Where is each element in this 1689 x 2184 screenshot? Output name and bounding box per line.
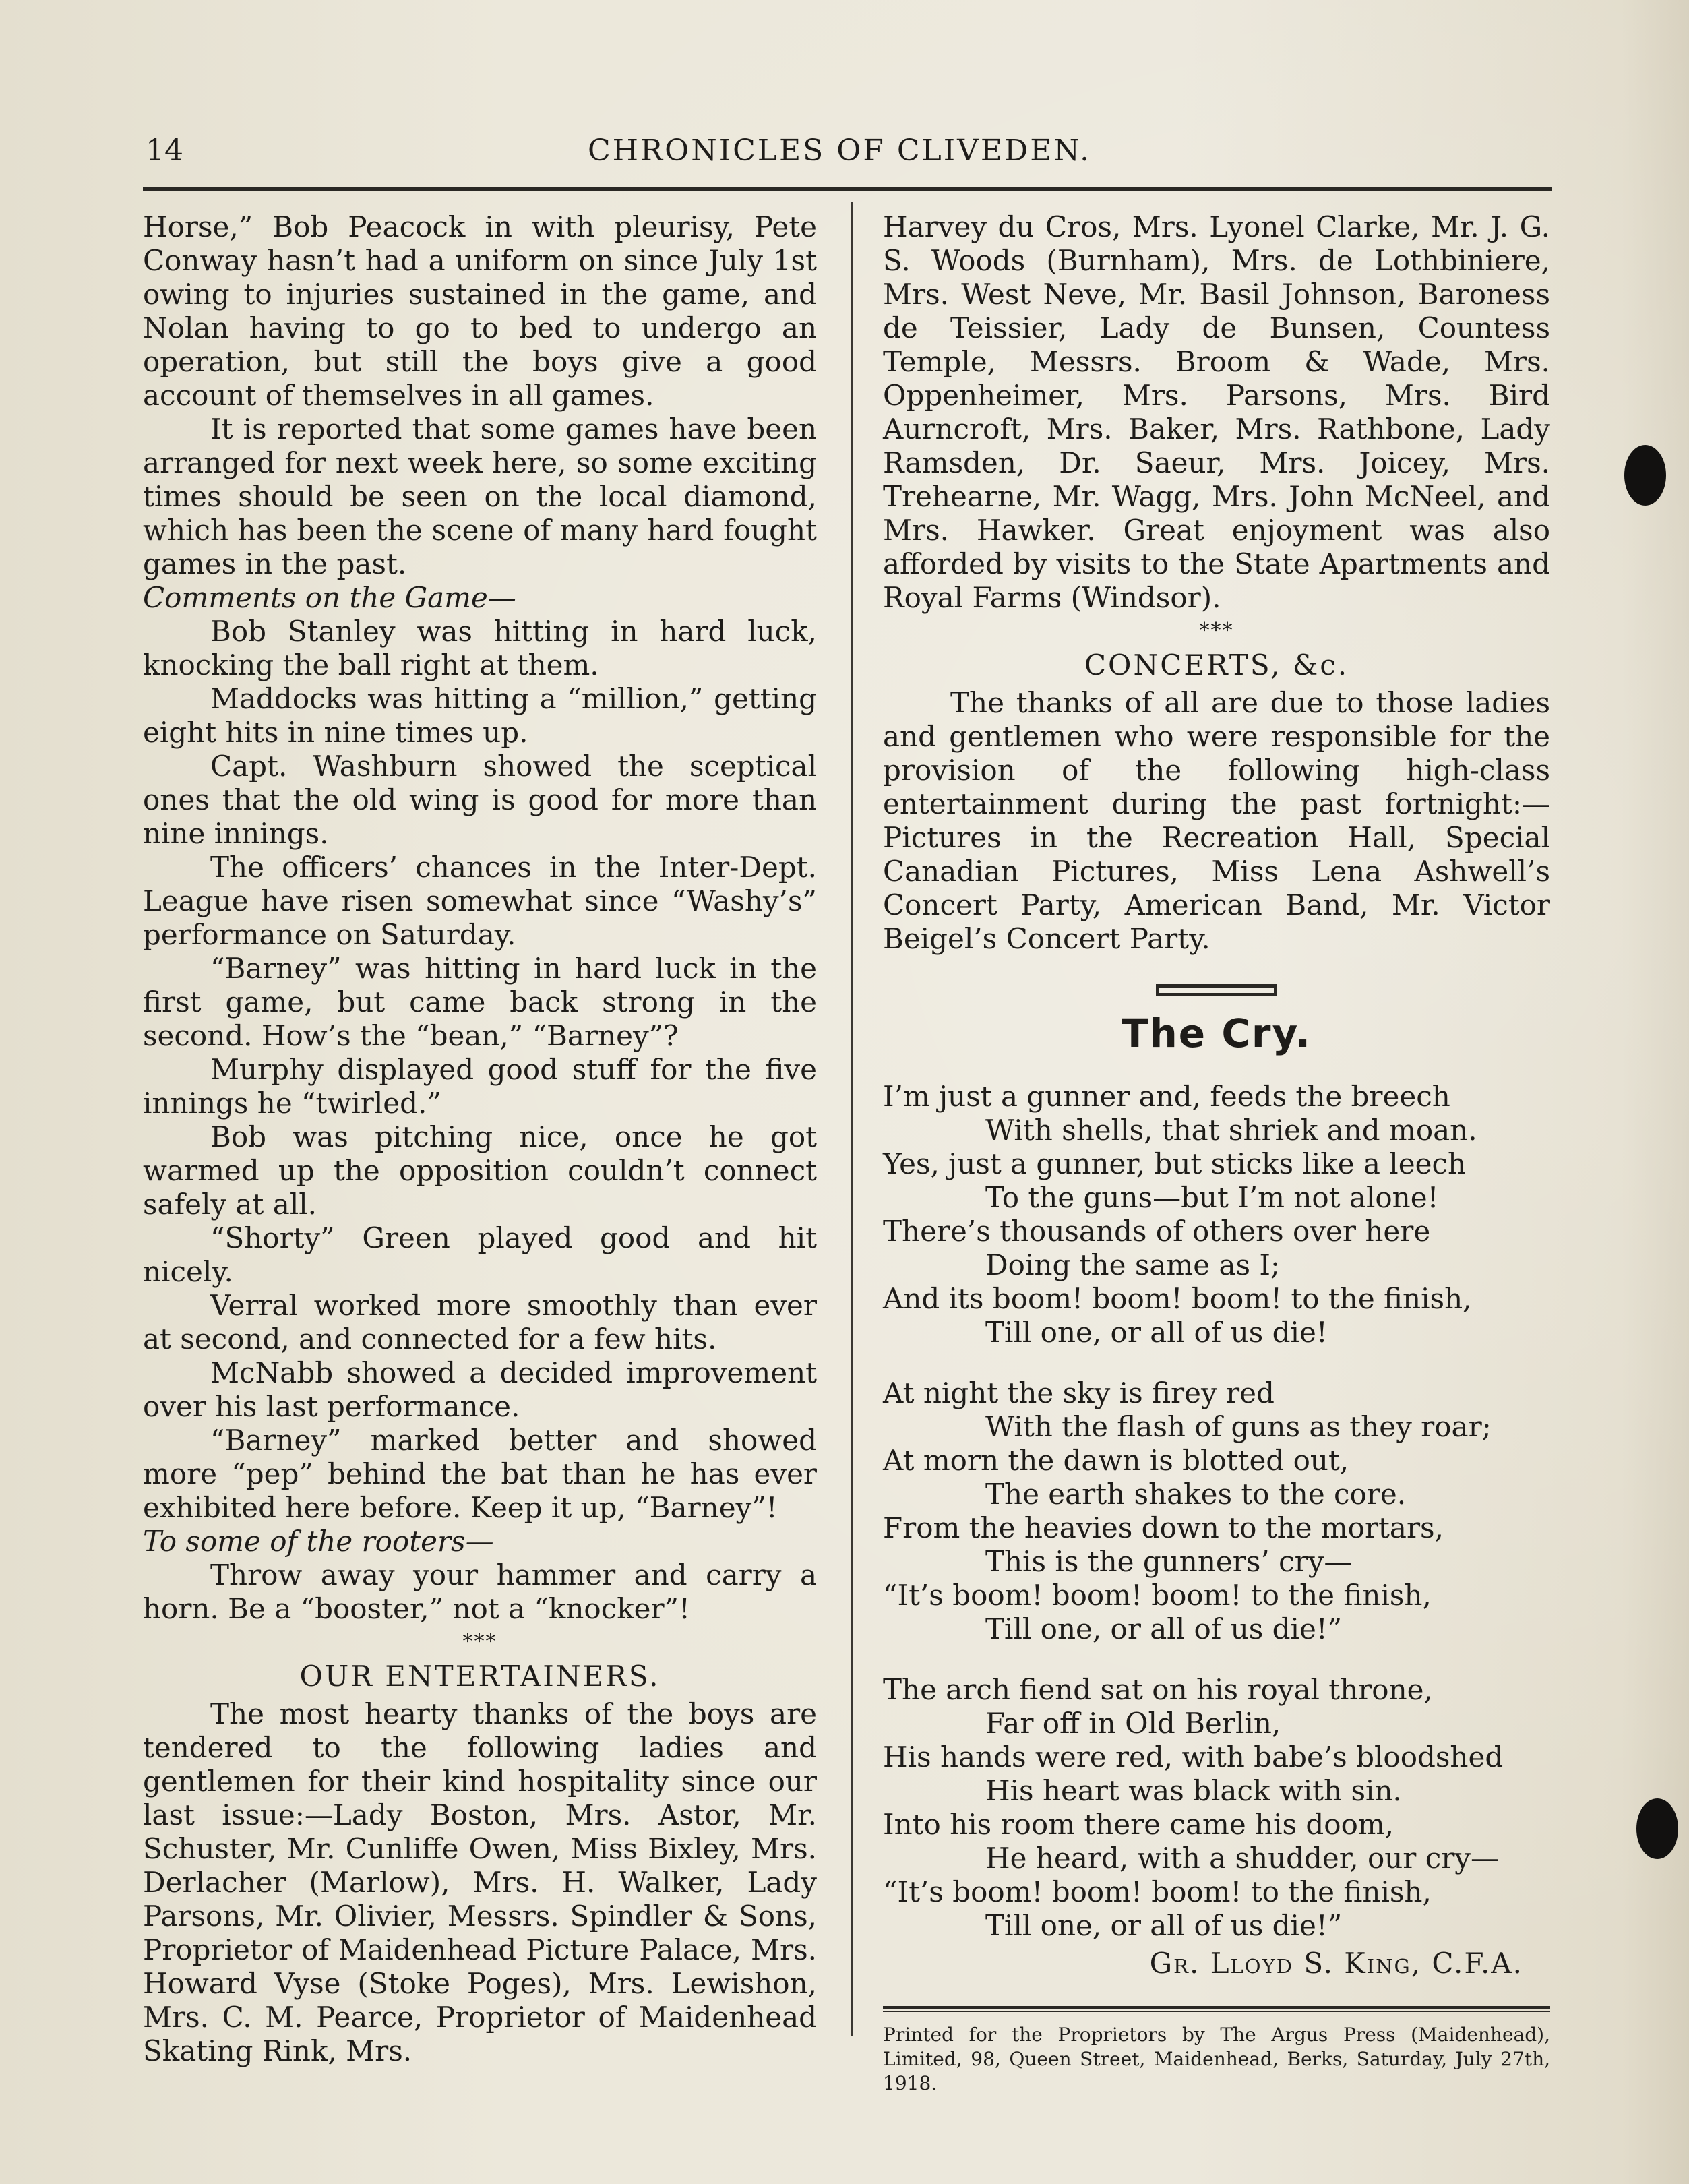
- comment: “Shorty” Green played good and hit nicely.: [143, 1221, 817, 1288]
- poem-line: At morn the dawn is blotted out,: [883, 1444, 1349, 1477]
- punch-hole: [1624, 445, 1666, 506]
- poem-line: Till one, or all of us die!”: [985, 1909, 1343, 1942]
- comment: Murphy displayed good stuff for the five innings he “twirled.”: [143, 1053, 817, 1120]
- poem-stanza: [883, 1080, 1550, 1349]
- poem-line: He heard, with a shudder, our cry—: [985, 1842, 1500, 1875]
- comment: Maddocks was hitting a “million,” getting eight hits in nine times up.: [143, 682, 817, 749]
- poem-line: “It’s boom! boom! boom! to the finish,: [883, 1579, 1432, 1612]
- imprint-rule: [883, 2011, 1550, 2012]
- entertainers-heading: OUR ENTERTAINERS.: [299, 1660, 661, 1693]
- poem-line: Till one, or all of us die!: [985, 1316, 1328, 1349]
- paragraph: Horse,” Bob Peacock in with pleurisy, Pete Conway hasn’t had a uniform on since July 1st owing to injuries sustained in the game, and Nolan having to go to bed to undergo an operation, but still the boys give a good account of themselves in all games.: [143, 210, 817, 412]
- poem-line: Yes, just a gunner, but sticks like a leech: [883, 1147, 1467, 1180]
- comment: The officers’ chances in the Inter-Dept. League have risen somewhat since “Washy’s” performance on Saturday.: [143, 851, 817, 951]
- comment: “Barney” marked better and showed more “pep” behind the bat than he has ever exhibited here before. Keep it up, “Barney”!: [143, 1424, 817, 1524]
- page-number: 14: [146, 133, 183, 168]
- paragraph: Throw away your hammer and carry a horn. Be a “booster,” not a “knocker”!: [143, 1558, 817, 1625]
- comment: McNabb showed a decided improvement over his last performance.: [143, 1356, 817, 1423]
- rooters-subheading: To some of the rooters—: [143, 1525, 494, 1558]
- poem-line: There’s thousands of others over here: [883, 1215, 1431, 1248]
- paragraph: The thanks of all are due to those ladies and gentlemen who were responsible for the provision of the following high-class entertainment during the past fortnight:—Pictures in the Recreation Hall, Special Canadian Pictures, Miss Lena Ashwell’s Concert Party, American Band, Mr. Victor Beigel’s Concert Party.: [883, 686, 1550, 955]
- poem-line: To the guns—but I’m not alone!: [985, 1181, 1439, 1214]
- paragraph: It is reported that some games have been arranged for next week here, so some exciting times should be seen on the local diamond, which has been the scene of many hard fought games in the past.: [143, 413, 817, 580]
- page-header: [143, 127, 1552, 181]
- poem-line: Doing the same as I;: [985, 1248, 1281, 1281]
- poem-stanza: [883, 1376, 1550, 1646]
- paragraph: The most hearty thanks of the boys are tendered to the following ladies and gentlemen for their kind hospitality since our last issue:—Lady Boston, Mrs. Astor, Mr. Schuster, Mr. Cunliffe Owen, Miss Bixley, Mrs. Derlacher (Marlow), Mrs. H. Walker, Lady Parsons, Mr. Olivier, Messrs. Spindler & Sons, Proprietor of Maidenhead Picture Palace, Mrs. Howard Vyse (Stoke Poges), Mrs. Lewishon, Mrs. C. M. Pearce, Proprietor of Maidenhead Skating Rink, Mrs.: [143, 1697, 817, 2067]
- right-column: [883, 210, 1550, 2096]
- poem-line: The arch fiend sat on his royal throne,: [883, 1673, 1433, 1706]
- poem-line: At night the sky is firey red: [883, 1376, 1275, 1409]
- comment: Bob was pitching nice, once he got warmed up the opposition couldn’t connect safely at all.: [143, 1120, 817, 1221]
- comment: Bob Stanley was hitting in hard luck, knocking the ball right at them.: [143, 615, 817, 681]
- poem-line: From the heavies down to the mortars,: [883, 1511, 1444, 1544]
- section-separator: ***: [462, 1630, 497, 1654]
- poem-line: Till one, or all of us die!”: [985, 1612, 1343, 1645]
- poem-line: His hands were red, with babe’s bloodshed: [883, 1740, 1504, 1773]
- comment: “Barney” was hitting in hard luck in the first game, but came back strong in the second. How’s the “bean,” “Barney”?: [143, 952, 817, 1052]
- left-column: [143, 210, 817, 2068]
- column-divider: [851, 202, 853, 2036]
- journal-title: CHRONICLES OF CLIVEDEN.: [588, 133, 1092, 168]
- comment: Capt. Washburn showed the sceptical ones that the old wing is good for more than nine innings.: [143, 750, 817, 850]
- poem-line: This is the gunners’ cry—: [985, 1545, 1353, 1578]
- paragraph: Harvey du Cros, Mrs. Lyonel Clarke, Mr. J. G. S. Woods (Burnham), Mrs. de Lothbiniere, Mrs. West Neve, Mr. Basil Johnson, Baroness de Teissier, Lady de Bunsen, Countess Temple, Messrs. Broom & Wade, Mrs. Oppenheimer, Mrs. Parsons, Mrs. Bird Aurncroft, Mrs. Baker, Mrs. Rathbone, Lady Ramsden, Dr. Saeur, Mrs. Joicey, Mrs. Trehearne, Mr. Wagg, Mrs. John McNeel, and Mrs. Hawker. Great enjoyment was also afforded by visits to the State Apartments and Royal Farms (Windsor).: [883, 210, 1550, 614]
- ornament-rule: [1156, 984, 1277, 996]
- punch-hole: [1636, 1798, 1678, 1859]
- poem-line: Far off in Old Berlin,: [985, 1707, 1281, 1740]
- header-rule: [143, 187, 1552, 191]
- printer-imprint: Printed for the Proprietors by The Argus Press (Maidenhead), Limited, 98, Queen Street, Maidenhead, Berks, Saturday, July 27th, 1918.: [883, 2024, 1550, 2094]
- imprint-rule: [883, 2006, 1550, 2009]
- poem-title: The Cry.: [1121, 1010, 1312, 1056]
- poem-line: And its boom! boom! boom! to the finish,: [883, 1282, 1472, 1315]
- comment: Verral worked more smoothly than ever at second, and connected for a few hits.: [143, 1289, 817, 1356]
- poem-signature: Gr. Lloyd S. King, C.F.A.: [1149, 1947, 1523, 1980]
- poem-stanza: [883, 1673, 1550, 1943]
- poem-line: I’m just a gunner and, feeds the breech: [883, 1080, 1450, 1113]
- poem-line: With shells, that shriek and moan.: [985, 1114, 1477, 1147]
- section-separator: ***: [1199, 619, 1234, 642]
- poem-line: “It’s boom! boom! boom! to the finish,: [883, 1875, 1432, 1908]
- poem-line: With the flash of guns as they roar;: [985, 1410, 1492, 1443]
- poem-line: Into his room there came his doom,: [883, 1808, 1394, 1841]
- poem-line: His heart was black with sin.: [985, 1774, 1402, 1807]
- comments-subheading: Comments on the Game—: [143, 581, 516, 614]
- concerts-heading: CONCERTS, &c.: [1084, 648, 1349, 681]
- poem-line: The earth shakes to the core.: [985, 1478, 1407, 1511]
